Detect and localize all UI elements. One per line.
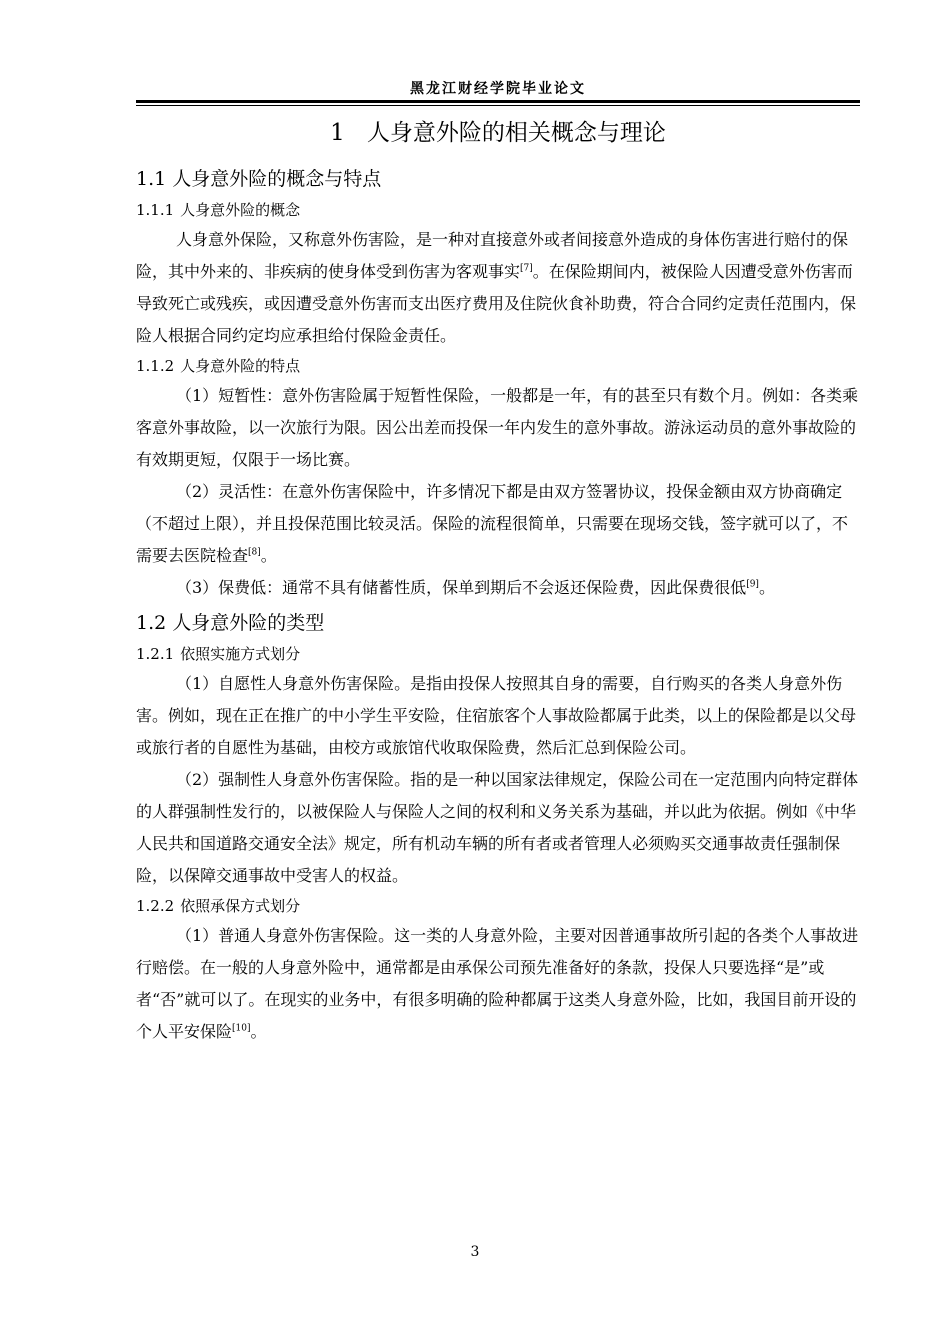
paragraph-compulsory: （2）强制性人身意外伤害保险。指的是一种以国家法律规定，保险公司在一定范围内向特定群体的人群强制性发行的，以被保险人与保险人之间的权利和义务关系为基础，并以此为依据。例如《中华人民共和国道路交通安全法》规定，所有机动车辆的所有者或者管理人必须购买交通事故责任强制保险，以保障交通事故中受害人的权益。 — [136, 770, 859, 885]
chapter-heading — [136, 114, 860, 152]
subsection-heading-1-2-2: 1.2.2 依照承保方式划分 — [136, 897, 301, 915]
paragraph-low-premium: （3）保费低：通常不具有储蓄性质，保单到期后不会返还保险费，因此保费很低[9]。 — [176, 578, 775, 597]
header-rule-thin — [136, 105, 860, 106]
section-heading-1-2: 1.2 人身意外险的类型 — [136, 612, 325, 634]
chapter-title: 人身意外险的相关概念与理论 — [366, 120, 666, 146]
subsection-heading-1-2-1: 1.2.1 依照实施方式划分 — [136, 645, 301, 663]
paragraph-flexibility: （2）灵活性：在意外伤害保险中，许多情况下都是由双方签署协议，投保金额由双方协商确定（不超过上限），并且投保范围比较灵活。保险的流程很简单，只需要在现场交钱，签字就可以了，不需要去医院检查[8]。 — [136, 482, 849, 565]
chapter-number: 1 — [330, 120, 345, 146]
paragraph-short-term: （1）短暂性：意外伤害险属于短暂性保险，一般都是一年，有的甚至只有数个月。例如：各类乘客意外事故险，以一次旅行为限。因公出差而投保一年内发生的意外事故。游泳运动员的意外事故险的有效期更短，仅限于一场比赛。 — [136, 386, 859, 469]
paragraph-voluntary: （1）自愿性人身意外伤害保险。是指由投保人按照其自身的需要，自行购买的各类人身意外伤害。例如，现在正在推广的中小学生平安险，住宿旅客个人事故险都属于此类，以上的保险都是以父母或旅行者的自愿性为基础，由校方或旅馆代收取保险费，然后汇总到保险公司。 — [136, 674, 857, 757]
section-heading-1-1: 1.1 人身意外险的概念与特点 — [136, 168, 382, 190]
paragraph-ordinary: （1）普通人身意外伤害保险。这一类的人身意外险，主要对因普通事故所引起的各类个人事故进行赔偿。在一般的人身意外险中，通常都是由承保公司预先准备好的条款，投保人只要选择“是”或者“否”就可以了。在现实的业务中，有很多明确的险种都属于这类人身意外险，比如，我国目前开设的个人平安保险[10]。 — [136, 926, 859, 1041]
subsection-heading-1-1-2: 1.1.2 人身意外险的特点 — [136, 357, 301, 375]
subsection-heading-1-1-1: 1.1.1 人身意外险的概念 — [136, 201, 301, 219]
page-number: 3 — [470, 1244, 480, 1260]
citation-ref: [9] — [746, 579, 759, 590]
running-header: 黑龙江财经学院毕业论文 — [410, 81, 586, 97]
header-rule-thick — [136, 100, 860, 103]
page-body — [136, 112, 860, 1048]
citation-ref: [10] — [232, 1023, 251, 1034]
citation-ref: [7] — [520, 263, 533, 274]
citation-ref: [8] — [248, 547, 261, 558]
paragraph-definition: 人身意外保险，又称意外伤害险，是一种对直接意外或者间接意外造成的身体伤害进行赔付的保险，其中外来的、非疾病的使身体受到伤害为客观事实[7]。在保险期间内，被保险人因遭受意外伤害而导致死亡或残疾，或因遭受意外伤害而支出医疗费用及住院伙食补助费，符合合同约定责任范围内，保险人根据合同约定均应承担给付保险金责任。 — [136, 230, 857, 345]
